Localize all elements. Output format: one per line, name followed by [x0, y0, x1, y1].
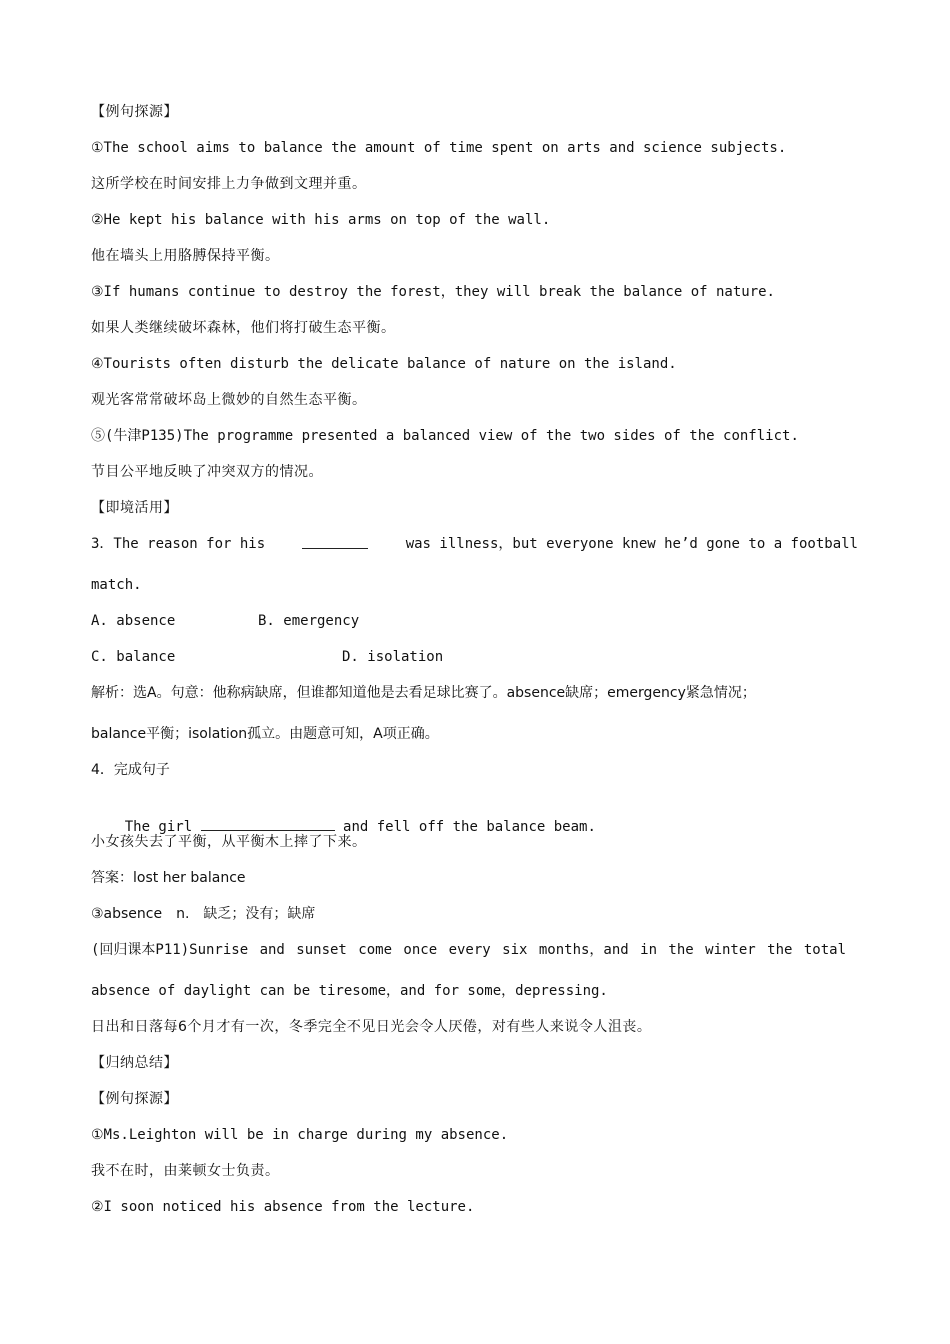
explanation-line-2: balance平衡；isolation孤立。由题意可知，A项正确。 — [91, 726, 439, 742]
example-sentence-1: ①The school aims to balance the amount of time spent on arts and science subjects. — [91, 140, 787, 156]
section-heading-example-sources-2: 【例句探源】 — [91, 1091, 178, 1107]
question-3-part-b: was illness，but everyone knew he’d gone to a football — [405, 536, 858, 552]
example-sentence-5: ⑤(牛津P135)The programme presented a balanced view of the two sides of the conflict. — [91, 428, 799, 444]
section-heading-example-sources: 【例句探源】 — [91, 104, 178, 120]
translation-5: 节目公平地反映了冲突双方的情况。 — [91, 464, 323, 480]
translation-6: 我不在时，由莱顿女士负责。 — [91, 1163, 280, 1179]
translation-1: 这所学校在时间安排上力争做到文理并重。 — [91, 176, 367, 192]
question-4-translation: 小女孩失去了平衡，从平衡木上摔了下来。 — [91, 834, 367, 850]
example-sentence-7: ②I soon noticed his absence from the lecture. — [91, 1199, 475, 1215]
example-sentence-4: ④Tourists often disturb the delicate balance of nature on the island. — [91, 356, 677, 372]
answer-blank — [201, 816, 335, 831]
explanation-line-1: 解析：选A。句意：他称病缺席，但谁都知道他是去看足球比赛了。absence缺席；emergency紧急情况； — [91, 685, 756, 701]
option-c: C. balance — [91, 649, 176, 665]
example-sentence-6: ①Ms.Leighton will be in charge during my absence. — [91, 1127, 509, 1143]
section-heading-practice: 【即境活用】 — [91, 500, 178, 516]
example-sentence-3: ③If humans continue to destroy the forest，they will break the balance of nature. — [91, 284, 775, 300]
answer-line: 答案：lost her balance — [91, 870, 246, 886]
answer-blank — [302, 534, 368, 549]
option-d: D. isolation — [342, 649, 444, 665]
example-sentence-2: ②He kept his balance with his arms on top of the wall. — [91, 212, 551, 228]
option-a: A. absence — [91, 613, 176, 629]
question-4-part-a: The girl — [124, 819, 193, 835]
translation-4: 观光客常常破坏岛上微妙的自然生态平衡。 — [91, 392, 367, 408]
translation-2: 他在墙头上用胳膊保持平衡。 — [91, 248, 280, 264]
question-3-stem — [91, 534, 858, 554]
question-4-part-b: and fell off the balance beam. — [343, 819, 596, 835]
textbook-sentence-line-1: (回归课本P11)Sunrise and sunset come once every six months，and in the winter the total — [91, 942, 847, 958]
textbook-translation: 日出和日落每6个月才有一次，冬季完全不见日光会令人厌倦，对有些人来说令人沮丧。 — [91, 1019, 652, 1035]
textbook-sentence-line-2: absence of daylight can be tiresome，and for some，depressing. — [91, 983, 608, 999]
question-3-part-a: 3．The reason for his — [91, 536, 266, 552]
translation-3: 如果人类继续破坏森林，他们将打破生态平衡。 — [91, 320, 396, 336]
option-b: B. emergency — [258, 613, 360, 629]
vocabulary-entry-absence: ③absence n. 缺乏；没有；缺席 — [91, 906, 316, 922]
question-3-continued: match. — [91, 577, 142, 593]
question-4-title: 4．完成句子 — [91, 762, 170, 778]
section-heading-summary: 【归纳总结】 — [91, 1055, 178, 1071]
